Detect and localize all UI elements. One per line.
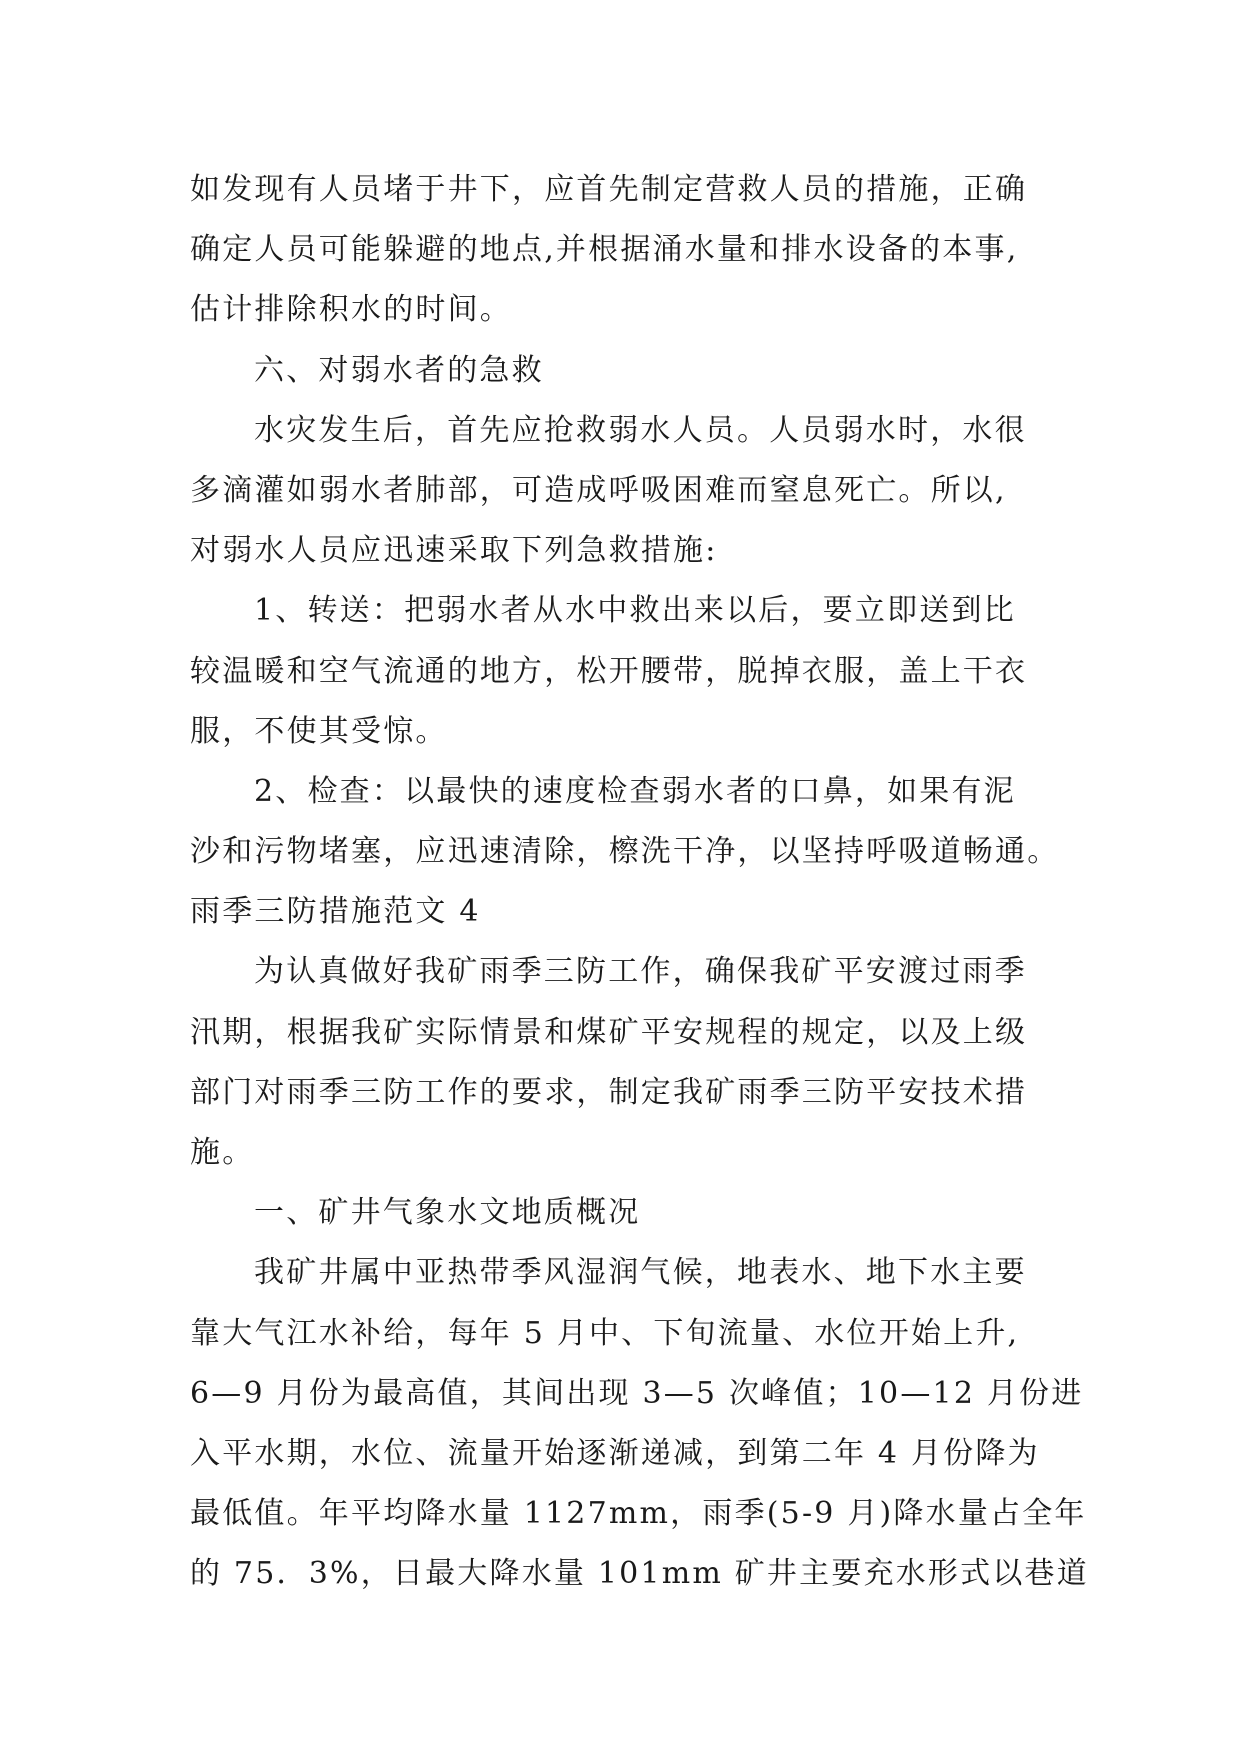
paragraph-first-line: 2、检查：以最快的速度检查弱水者的口鼻，如果有泥: [254, 773, 1016, 809]
paragraph-line: 多滴灌如弱水者肺部，可造成呼吸困难而窒息死亡。所以,: [190, 472, 1007, 508]
paragraph-line: 较温暖和空气流通的地方，松开腰带，脱掉衣服，盖上干衣: [190, 653, 1028, 689]
paragraph-line: 的 75．3%，日最大降水量 101mm 矿井主要充水形式以巷道: [190, 1556, 1089, 1592]
paragraph-line: 入平水期，水位、流量开始逐渐递减，到第二年 4 月份降为: [190, 1435, 1040, 1471]
paragraph-line: 靠大气江水补给，每年 5 月中、下旬流量、水位开始上升,: [190, 1315, 1020, 1351]
paragraph-line: 确定人员可能躲避的地点,并根据涌水量和排水设备的本事,: [190, 232, 1019, 268]
paragraph-line: 施。: [190, 1135, 255, 1170]
paragraph-line: 对弱水人员应迅速采取下列急救措施:: [190, 533, 718, 569]
paragraph-line: 服，不使其受惊。: [190, 713, 448, 749]
paragraph-first-line: 一、矿井气象水文地质概况: [254, 1195, 641, 1231]
paragraph-first-line: 1、转送：把弱水者从水中救出来以后，要立即送到比: [254, 593, 1016, 629]
paragraph-line: 估计排除积水的时间。: [190, 292, 512, 328]
paragraph-first-line: 我矿井属中亚热带季风湿润气候，地表水、地下水主要: [254, 1255, 1027, 1291]
paragraph-first-line: 水灾发生后，首先应抢救弱水人员。人员弱水时，水很: [254, 412, 1027, 448]
paragraph-first-line: 六、对弱水者的急救: [254, 352, 544, 388]
paragraph-line: 部门对雨季三防工作的要求，制定我矿雨季三防平安技术措: [190, 1074, 1028, 1110]
paragraph-line: 6—9 月份为最高值，其间出现 3—5 次峰值；10—12 月份进: [190, 1375, 1084, 1411]
paragraph-line: 沙和污物堵塞，应迅速清除，檫洗干净，以坚持呼吸道畅通。: [190, 834, 1060, 870]
paragraph-first-line: 为认真做好我矿雨季三防工作，确保我矿平安渡过雨季: [254, 954, 1027, 990]
paragraph-line: 汛期，根据我矿实际情景和煤矿平安规程的规定，以及上级: [190, 1014, 1028, 1050]
paragraph-line: 最低值。年平均降水量 1127mm，雨季(5-9 月)降水量占全年: [190, 1496, 1087, 1532]
paragraph-line: 如发现有人员堵于井下，应首先制定营救人员的措施，正确: [190, 172, 1028, 207]
document-body: [190, 160, 1090, 1605]
paragraph-line: 雨季三防措施范文 4: [190, 894, 481, 930]
